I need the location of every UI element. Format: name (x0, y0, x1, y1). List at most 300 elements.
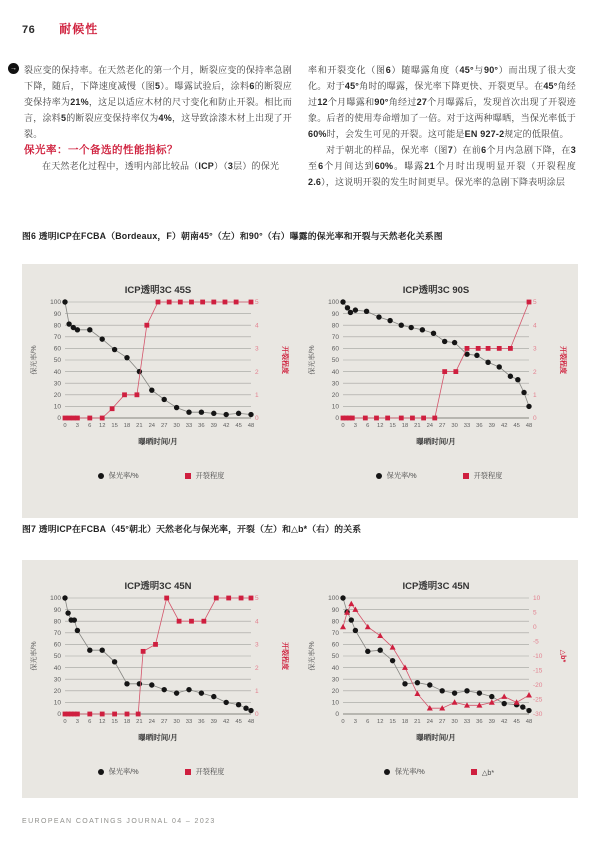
svg-text:0: 0 (63, 423, 67, 429)
svg-text:1: 1 (255, 392, 259, 399)
data-point (178, 300, 183, 305)
data-point (177, 619, 182, 624)
data-point (452, 690, 457, 695)
data-point (136, 712, 141, 717)
data-point (353, 307, 358, 312)
data-point (248, 708, 253, 713)
svg-text:20: 20 (53, 688, 61, 695)
svg-text:-25: -25 (533, 696, 543, 704)
chart-45n-crack (27, 578, 295, 761)
svg-text:33: 33 (463, 719, 471, 725)
data-point (125, 712, 130, 717)
data-point (144, 323, 149, 328)
data-point (71, 416, 76, 421)
data-point (226, 596, 231, 601)
legend-label: 开裂程度 (195, 767, 225, 776)
data-point (112, 712, 117, 717)
svg-text:100: 100 (50, 595, 61, 603)
data-point (200, 300, 205, 305)
svg-text:40: 40 (53, 368, 61, 376)
legend-label: 保光率/% (394, 767, 425, 776)
svg-text:15: 15 (389, 423, 396, 429)
svg-text:3: 3 (255, 641, 259, 649)
svg-text:15: 15 (111, 423, 118, 429)
data-point (520, 704, 525, 709)
data-point (340, 595, 345, 600)
body-paragraph: 率和开裂变化（图6）随曝露角度（45°与90°）而出现了很大变化。对于45°角时的曝露，保光率下降更快、开裂更早。在45°角经过12个月曝露和90°角经过27个月曝露后，发现首次出现了开裂迹象。后者的使用寿命增加了一倍。对于这两种曝晒，当保光率低于60%时，会发生可见的开裂。这可能是EN 927-2规定的低限值。 (308, 65, 576, 139)
svg-text:70: 70 (53, 630, 61, 637)
svg-text:33: 33 (463, 423, 471, 429)
svg-text:80: 80 (53, 322, 61, 330)
data-point (439, 705, 445, 710)
data-point (365, 649, 370, 654)
svg-text:2: 2 (533, 368, 537, 376)
section-title: 耐候性 (59, 22, 99, 36)
svg-text:10: 10 (53, 403, 61, 411)
data-point (348, 310, 353, 315)
svg-text:80: 80 (53, 618, 61, 626)
data-point (399, 323, 404, 328)
svg-text:90: 90 (331, 310, 339, 318)
chart-90s-legend (376, 471, 503, 481)
data-point (345, 305, 350, 310)
data-point (249, 300, 254, 305)
data-point (497, 346, 502, 351)
svg-text:30: 30 (173, 719, 180, 725)
data-point (248, 412, 253, 417)
data-point (363, 416, 368, 421)
svg-text:36: 36 (198, 423, 205, 429)
data-point (124, 355, 129, 360)
text-column-left (24, 62, 292, 174)
data-point (100, 712, 105, 717)
svg-text:48: 48 (247, 423, 255, 429)
svg-text:45: 45 (513, 423, 520, 429)
svg-text:保光率/%: 保光率/% (31, 345, 38, 375)
svg-text:开裂程度: 开裂程度 (281, 642, 288, 670)
svg-text:曝晒时间/月: 曝晒时间/月 (138, 437, 178, 446)
data-point (489, 699, 495, 704)
svg-text:90: 90 (331, 606, 339, 614)
data-point (340, 624, 346, 629)
data-point (141, 649, 146, 654)
svg-text:△b*: △b* (559, 649, 566, 663)
svg-text:2: 2 (255, 368, 259, 376)
data-point (224, 700, 229, 705)
svg-text:42: 42 (222, 719, 230, 725)
svg-text:21: 21 (414, 719, 421, 725)
svg-text:27: 27 (438, 719, 446, 725)
data-point (234, 300, 239, 305)
page-header (22, 20, 98, 37)
data-point (485, 360, 490, 365)
data-point (508, 374, 513, 379)
svg-text:6: 6 (366, 719, 370, 725)
svg-text:42: 42 (500, 719, 508, 725)
data-point (431, 331, 436, 336)
data-point (214, 596, 219, 601)
data-point (453, 369, 458, 374)
legend-item (384, 767, 425, 777)
legend-item (185, 471, 225, 481)
data-point (402, 681, 407, 686)
gloss-legend-marker-icon (98, 473, 104, 479)
figure6-panel (22, 264, 578, 518)
svg-text:0: 0 (57, 711, 61, 719)
data-point (349, 617, 354, 622)
svg-text:70: 70 (331, 630, 339, 637)
chart-45n-left-cell (22, 578, 300, 798)
svg-text:5: 5 (255, 299, 259, 307)
svg-text:4: 4 (533, 322, 537, 330)
data-point (199, 410, 204, 415)
svg-text:10: 10 (331, 699, 339, 707)
svg-text:27: 27 (160, 719, 168, 725)
data-point (149, 387, 154, 392)
svg-text:0: 0 (533, 624, 537, 632)
data-point (415, 680, 420, 685)
svg-text:100: 100 (328, 595, 339, 603)
svg-text:-30: -30 (533, 711, 543, 719)
data-point (374, 416, 379, 421)
data-point (87, 327, 92, 332)
figure6-caption: 图6 透明ICP在FCBA（Bordeaux，F）朝南45°（左）和90°（右）曝露的保光率和开裂与天然老化关系图 (22, 231, 443, 241)
chart-45s-legend (98, 471, 225, 481)
chart-45s-cell (22, 282, 300, 518)
svg-text:20: 20 (331, 392, 339, 399)
svg-text:保光率/%: 保光率/% (309, 345, 316, 375)
legend-item (463, 471, 503, 481)
data-point (137, 681, 142, 686)
svg-text:50: 50 (331, 357, 339, 365)
svg-text:21: 21 (414, 423, 421, 429)
data-point (236, 411, 241, 416)
gloss-legend-marker-icon (376, 473, 382, 479)
svg-text:100: 100 (328, 299, 339, 307)
svg-text:48: 48 (247, 719, 255, 725)
chart-45n-db (305, 578, 573, 761)
data-point (199, 690, 204, 695)
data-point (353, 628, 358, 633)
data-point (515, 377, 520, 382)
svg-text:24: 24 (148, 423, 156, 429)
svg-text:5: 5 (255, 595, 259, 603)
svg-text:0: 0 (341, 423, 345, 429)
data-point (63, 416, 68, 421)
chart-45n-db-legend (384, 767, 494, 777)
data-point (489, 694, 494, 699)
data-point (174, 690, 179, 695)
legend-item (98, 471, 139, 481)
svg-text:27: 27 (438, 423, 446, 429)
data-point (186, 687, 191, 692)
data-point (452, 699, 458, 704)
svg-text:30: 30 (53, 380, 61, 388)
data-point (414, 691, 420, 696)
svg-text:12: 12 (376, 423, 384, 429)
data-point (66, 321, 71, 326)
svg-text:6: 6 (88, 719, 92, 725)
chart-svg (27, 282, 295, 460)
svg-text:36: 36 (198, 719, 205, 725)
svg-text:50: 50 (331, 653, 339, 661)
svg-text:30: 30 (331, 676, 339, 684)
svg-text:3: 3 (353, 719, 358, 725)
chart-90s (305, 282, 573, 465)
data-point (364, 309, 369, 314)
svg-text:21: 21 (136, 719, 143, 725)
data-point (112, 659, 117, 664)
data-point (72, 617, 77, 622)
data-point (486, 346, 491, 351)
svg-text:70: 70 (331, 334, 339, 341)
data-point (87, 648, 92, 653)
svg-text:60: 60 (331, 641, 339, 649)
svg-text:15: 15 (111, 719, 118, 725)
data-point (526, 404, 531, 409)
data-point (211, 694, 216, 699)
data-point (427, 682, 432, 687)
svg-text:100: 100 (50, 299, 61, 307)
data-point (243, 706, 248, 711)
chart-svg (27, 578, 295, 756)
svg-text:18: 18 (401, 719, 409, 725)
svg-text:2: 2 (255, 664, 259, 672)
data-point (477, 690, 482, 695)
svg-text:39: 39 (488, 423, 496, 429)
data-point (186, 410, 191, 415)
page-number: 76 (22, 24, 36, 36)
data-point (508, 346, 513, 351)
svg-text:12: 12 (376, 719, 384, 725)
data-point (409, 325, 414, 330)
data-point (385, 416, 390, 421)
legend-item (376, 471, 417, 481)
data-point (100, 416, 105, 421)
svg-text:0: 0 (335, 711, 339, 719)
legend-label: 开裂程度 (473, 471, 503, 480)
data-point (348, 601, 354, 606)
svg-text:30: 30 (331, 380, 339, 388)
svg-text:-15: -15 (533, 667, 543, 675)
legend-item (471, 768, 494, 777)
data-point (201, 619, 206, 624)
section-subheading: 保光率：一个备选的性能指标？ (24, 144, 178, 156)
data-point (156, 300, 161, 305)
svg-text:0: 0 (335, 415, 339, 423)
data-point (75, 327, 80, 332)
data-point (67, 416, 72, 421)
data-point (124, 681, 129, 686)
保光率/%-line (65, 598, 251, 711)
svg-text:45: 45 (513, 719, 520, 725)
data-point (174, 405, 179, 410)
svg-text:12: 12 (98, 423, 106, 429)
data-point (112, 347, 117, 352)
svg-text:-10: -10 (533, 653, 543, 661)
svg-text:保光率/%: 保光率/% (31, 641, 38, 671)
svg-text:45: 45 (235, 423, 242, 429)
data-point (340, 299, 345, 304)
svg-text:-20: -20 (533, 682, 543, 690)
data-point (164, 596, 169, 601)
data-point (211, 300, 216, 305)
svg-text:36: 36 (476, 423, 483, 429)
data-point (135, 392, 140, 397)
legend-item (98, 767, 139, 777)
data-point (402, 665, 408, 670)
data-point (236, 702, 241, 707)
svg-text:90: 90 (53, 606, 61, 614)
data-point (65, 610, 70, 615)
svg-text:24: 24 (426, 423, 434, 429)
svg-text:20: 20 (53, 392, 61, 399)
data-point (527, 300, 532, 305)
chart-45s (27, 282, 295, 465)
figure7-panel (22, 560, 578, 798)
svg-text:60: 60 (53, 641, 61, 649)
svg-text:3: 3 (533, 345, 537, 353)
svg-text:曝晒时间/月: 曝晒时间/月 (138, 733, 178, 742)
svg-text:42: 42 (500, 423, 508, 429)
svg-text:6: 6 (88, 423, 92, 429)
svg-text:18: 18 (123, 423, 131, 429)
svg-text:90: 90 (53, 310, 61, 318)
data-point (465, 346, 470, 351)
svg-text:4: 4 (255, 322, 259, 330)
data-point (421, 416, 426, 421)
svg-text:48: 48 (525, 719, 533, 725)
data-point (526, 708, 531, 713)
svg-text:ICP透明3C 45S: ICP透明3C 45S (124, 285, 192, 296)
crack-legend-marker-icon (463, 473, 469, 479)
svg-text:曝晒时间/月: 曝晒时间/月 (416, 733, 456, 742)
data-point (75, 712, 80, 717)
crack-legend-marker-icon (185, 769, 191, 775)
journal-footer: EUROPEAN COATINGS JOURNAL 04 – 2023 (22, 818, 216, 825)
data-point (502, 701, 507, 706)
svg-text:60: 60 (331, 345, 339, 353)
data-point (440, 688, 445, 693)
svg-text:45: 45 (235, 719, 242, 725)
data-point (167, 300, 172, 305)
svg-text:21: 21 (136, 423, 143, 429)
svg-text:40: 40 (53, 664, 61, 672)
data-point (452, 340, 457, 345)
svg-text:24: 24 (148, 719, 156, 725)
body-paragraph: 对于朝北的样品，保光率（图7）在前6个月内急剧下降，在3至6个月间达到60%。曝露21个月时出现明显开裂（开裂程度2.6），这说明开裂的发生时间更早。保光率的急剧下降表明涂层 (308, 145, 576, 187)
gloss-legend-marker-icon (98, 769, 104, 775)
svg-text:曝晒时间/月: 曝晒时间/月 (416, 437, 456, 446)
svg-text:33: 33 (185, 423, 193, 429)
data-point (153, 642, 158, 647)
db-legend-marker-icon (471, 769, 477, 775)
data-point (390, 658, 395, 663)
svg-text:3: 3 (75, 719, 80, 725)
svg-text:80: 80 (331, 322, 339, 330)
data-point (239, 596, 244, 601)
data-point (474, 353, 479, 358)
svg-text:42: 42 (222, 423, 230, 429)
data-point (249, 596, 254, 601)
data-point (410, 416, 415, 421)
data-point (432, 416, 437, 421)
data-point (137, 369, 142, 374)
data-point (387, 318, 392, 323)
body-paragraph: 在天然老化过程中，透明内部比较品（ICP）（3层）的保光 (42, 161, 280, 171)
data-point (162, 397, 167, 402)
data-point (224, 412, 229, 417)
legend-label: 保光率/% (386, 471, 417, 480)
svg-text:24: 24 (426, 719, 434, 725)
svg-text:开裂程度: 开裂程度 (281, 346, 288, 374)
svg-text:10: 10 (533, 595, 541, 603)
data-point (497, 364, 502, 369)
svg-text:50: 50 (53, 357, 61, 365)
svg-text:5: 5 (533, 299, 537, 307)
svg-text:3: 3 (255, 345, 259, 353)
svg-text:保光率/%: 保光率/% (309, 641, 316, 671)
data-point (350, 416, 355, 421)
chart-45n-crack-legend (98, 767, 225, 777)
body-paragraph: 裂应变的保持率。在天然老化的第一个月，断裂应变的保持率急剧下降，随后，下降速度减慢（图5）。曝露试验后，涂料6的断裂应变保持率为21%，这足以适应木材的尺寸变化和防止开裂。相比而言，涂料5的断裂应变保持率仅为4%，这导致涂漆木材上出现了开裂。 (24, 65, 292, 139)
legend-label: 保光率/% (108, 471, 139, 480)
svg-text:0: 0 (255, 415, 259, 423)
chart-svg (305, 578, 573, 756)
data-point (189, 300, 194, 305)
svg-text:3: 3 (353, 423, 358, 429)
crack-legend-marker-icon (185, 473, 191, 479)
continuation-arrow-icon: → (10, 65, 17, 72)
data-point (62, 595, 67, 600)
data-point (223, 300, 228, 305)
保光率/%-line (343, 302, 529, 406)
svg-text:1: 1 (533, 392, 537, 399)
data-point (189, 619, 194, 624)
data-point (149, 682, 154, 687)
svg-text:ICP透明3C 45N: ICP透明3C 45N (402, 581, 470, 592)
svg-text:6: 6 (366, 423, 370, 429)
svg-text:33: 33 (185, 719, 193, 725)
data-point (376, 314, 381, 319)
svg-text:40: 40 (331, 368, 339, 376)
svg-text:30: 30 (173, 423, 180, 429)
data-point (87, 416, 92, 421)
svg-text:5: 5 (533, 609, 537, 617)
data-point (399, 416, 404, 421)
legend-label: △b* (481, 767, 495, 777)
chart-svg (305, 282, 573, 460)
svg-text:27: 27 (160, 423, 168, 429)
svg-text:3: 3 (75, 423, 80, 429)
svg-text:40: 40 (331, 664, 339, 672)
svg-text:15: 15 (389, 719, 396, 725)
data-point (62, 299, 67, 304)
data-point (162, 687, 167, 692)
data-point (100, 648, 105, 653)
gloss-legend-marker-icon (384, 769, 390, 775)
svg-text:18: 18 (401, 423, 409, 429)
svg-text:ICP透明3C 45N: ICP透明3C 45N (124, 581, 192, 592)
svg-text:30: 30 (451, 719, 458, 725)
svg-text:36: 36 (476, 719, 483, 725)
data-point (464, 688, 469, 693)
svg-text:39: 39 (210, 719, 218, 725)
svg-text:开裂程度: 开裂程度 (559, 346, 566, 374)
data-point (75, 628, 80, 633)
svg-text:10: 10 (331, 403, 339, 411)
svg-text:0: 0 (63, 719, 67, 725)
